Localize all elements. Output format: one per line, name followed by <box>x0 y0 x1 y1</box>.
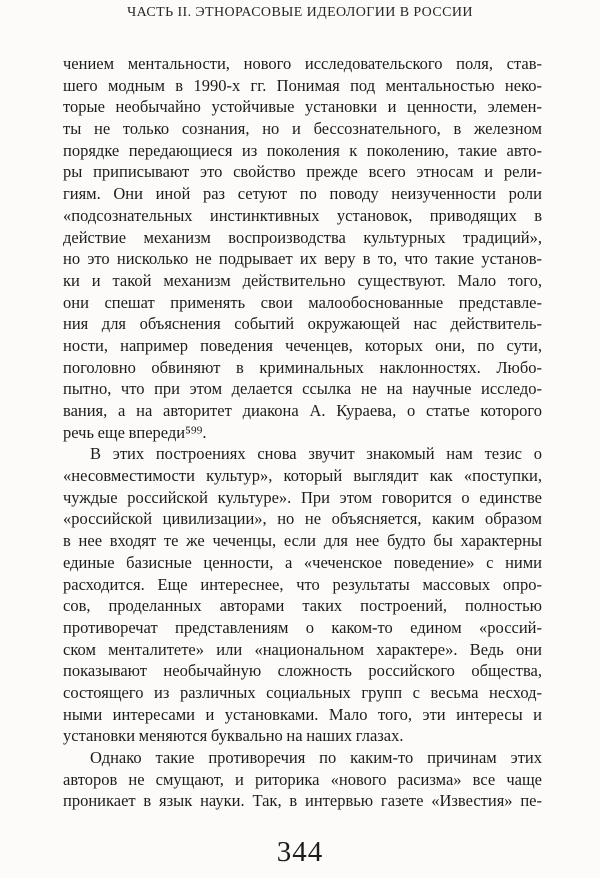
text-line: но это нисколько не подрывает их веру в то, что такие установ- <box>63 249 542 269</box>
text-line: Однако такие противоречия по каким-то причинам этих <box>90 748 542 767</box>
text-line: в нее входят те же чеченцы, если для нее будто бы характерны <box>63 531 542 551</box>
text-line: пытно, что при этом делается ссылка не на научные исследо- <box>63 379 542 399</box>
text-line: сов, проделанных авторами таких построений, полностью <box>63 596 542 616</box>
text-line: речь еще впереди⁵⁹⁹. <box>63 422 207 442</box>
text-line: «несовместимости культур», который выглядит как «поступки, <box>63 466 542 486</box>
text-line: авторов не смущают, и риторика «нового расизма» все чаще <box>63 769 542 789</box>
text-line: ности, например поведения чеченцев, которых они, по сути, <box>63 335 542 355</box>
text-line: проникает в язык науки. Так, в интервью газете «Известия» пе- <box>63 791 542 811</box>
text-line: противоречат представлениям о каком-то едином «россий- <box>63 617 542 637</box>
text-line: показывают необычайную сложность российского общества, <box>63 661 542 681</box>
text-line: гиям. Они иной раз сетуют по поводу неизученности роли <box>63 184 542 204</box>
text-line: чением ментальности, нового исследовательского поля, став- <box>63 54 542 73</box>
text-line: они спешат применять свои малообоснованные представле- <box>63 292 542 312</box>
text-line: поголовно обвиняют в криминальных наклонностях. Любо- <box>63 357 542 377</box>
text-line: шего модным в 1990-х гг. Понимая под ментальностью неко- <box>63 75 542 95</box>
text-line: расходится. Еще интереснее, что результаты массовых опро- <box>63 574 542 594</box>
paragraph <box>63 747 542 812</box>
paragraph <box>63 53 542 443</box>
text-line: ния для объяснения событий окружающей нас действитель- <box>63 314 542 334</box>
text-line: действие механизм воспроизводства культурных традиций», <box>63 227 542 247</box>
text-line: В этих построениях снова звучит знакомый нам тезис о <box>90 444 542 464</box>
paragraph <box>63 443 542 747</box>
text-line: «российской цивилизации», но не объясняется, каким образом <box>63 509 542 529</box>
body-text <box>63 53 542 812</box>
text-line: ными интересами и установками. Мало того, эти интересы и <box>63 704 542 724</box>
text-line: «подсознательных инстинктивных установок, приводящих в <box>63 205 542 225</box>
running-header: ЧАСТЬ II. ЭТНОРАСОВЫЕ ИДЕОЛОГИИ В РОССИИ <box>127 5 473 20</box>
text-line: установки меняются буквально на наших глазах. <box>63 726 404 746</box>
text-line: торые необычайно устойчивые установки и ценности, элемен- <box>63 97 542 117</box>
text-line: состоящего из различных социальных групп с весьма несход- <box>63 682 542 702</box>
text-line: ском менталитете» или «национальном характере». Ведь они <box>63 639 542 659</box>
page-number: 344 <box>276 836 324 868</box>
text-line: вания, а на авторитет диакона А. Кураева, о статье которого <box>63 401 542 420</box>
text-line: единые базисные ценности, а «чеченское поведение» с ними <box>63 552 542 572</box>
text-line: ты не только сознания, но и бессознательного, в железном <box>63 119 542 139</box>
text-line: ки и такой механизм действительно существуют. Мало того, <box>63 270 542 290</box>
text-line: ры приписывают это свойство прежде всего этносам и рели- <box>63 162 542 182</box>
text-line: чуждые российской культуре». При этом говорится о единстве <box>63 487 542 507</box>
text-line: порядке передающиеся из поколения к поколению, такие авто- <box>63 140 542 160</box>
